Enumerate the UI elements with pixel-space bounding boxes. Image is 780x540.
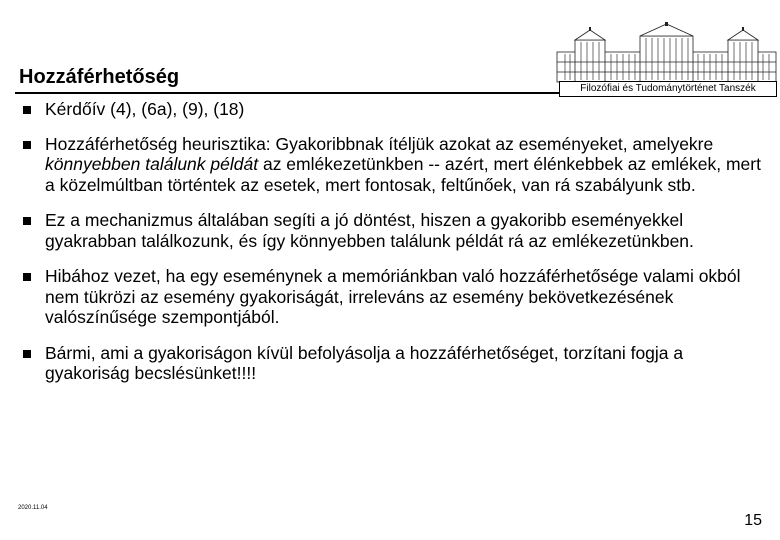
department-name: Filozófiai és Tudománytörténet Tanszék	[559, 81, 777, 97]
bullet-text-emphasis: könnyebben találunk példát	[45, 154, 259, 174]
footer-date: 2020.11.04	[18, 505, 48, 511]
square-bullet-icon	[23, 106, 31, 114]
bullet-item	[20, 266, 770, 328]
page-number: 15	[744, 512, 762, 529]
slide-title: Hozzáférhetőség	[19, 66, 180, 88]
bullet-item	[20, 99, 770, 120]
bullet-list	[20, 97, 770, 384]
square-bullet-icon	[23, 350, 31, 358]
bullet-text-end: az emlékezetünkben -- azért, mert élénkebbek az emlékek, mert a közelmúltban történtek az esetek, mert fontosak, feltűnőek, van rá szabályunk stb.	[45, 154, 761, 195]
bullet-text: Hibához vezet, ha egy eseménynek a memóriánkban való hozzáférhetősége valami okból nem tükrözi az esemény gyakoriságát, irreleváns az esemény bekövetkezésének valószínűsége szempontjából.	[45, 266, 741, 327]
square-bullet-icon	[23, 141, 31, 149]
bullet-item	[20, 210, 770, 251]
department-logo	[555, 22, 778, 98]
bullet-text: Bármi, ami a gyakoriságon kívül befolyásolja a hozzáférhetőséget, torzítani fogja a gyakoriság becslésünket!!!!	[45, 342, 684, 383]
square-bullet-icon	[23, 273, 31, 281]
bullet-text-start: Hozzáférhetőség heurisztika: Gyakoribbnak ítéljük azokat az eseményeket, amelyekre	[45, 133, 714, 154]
bullet-item	[20, 343, 770, 384]
university-building-icon	[555, 22, 778, 84]
bullet-text: Ez a mechanizmus általában segíti a jó döntést, hiszen a gyakoribb eseményekkel gyakrabban találkozunk, és így könnyebben találunk példát rá az emlékezetünkben.	[45, 210, 694, 251]
bullet-text	[45, 134, 761, 195]
bullet-text: Kérdőív (4), (6a), (9), (18)	[45, 99, 245, 119]
bullet-item	[20, 134, 770, 196]
square-bullet-icon	[23, 217, 31, 225]
